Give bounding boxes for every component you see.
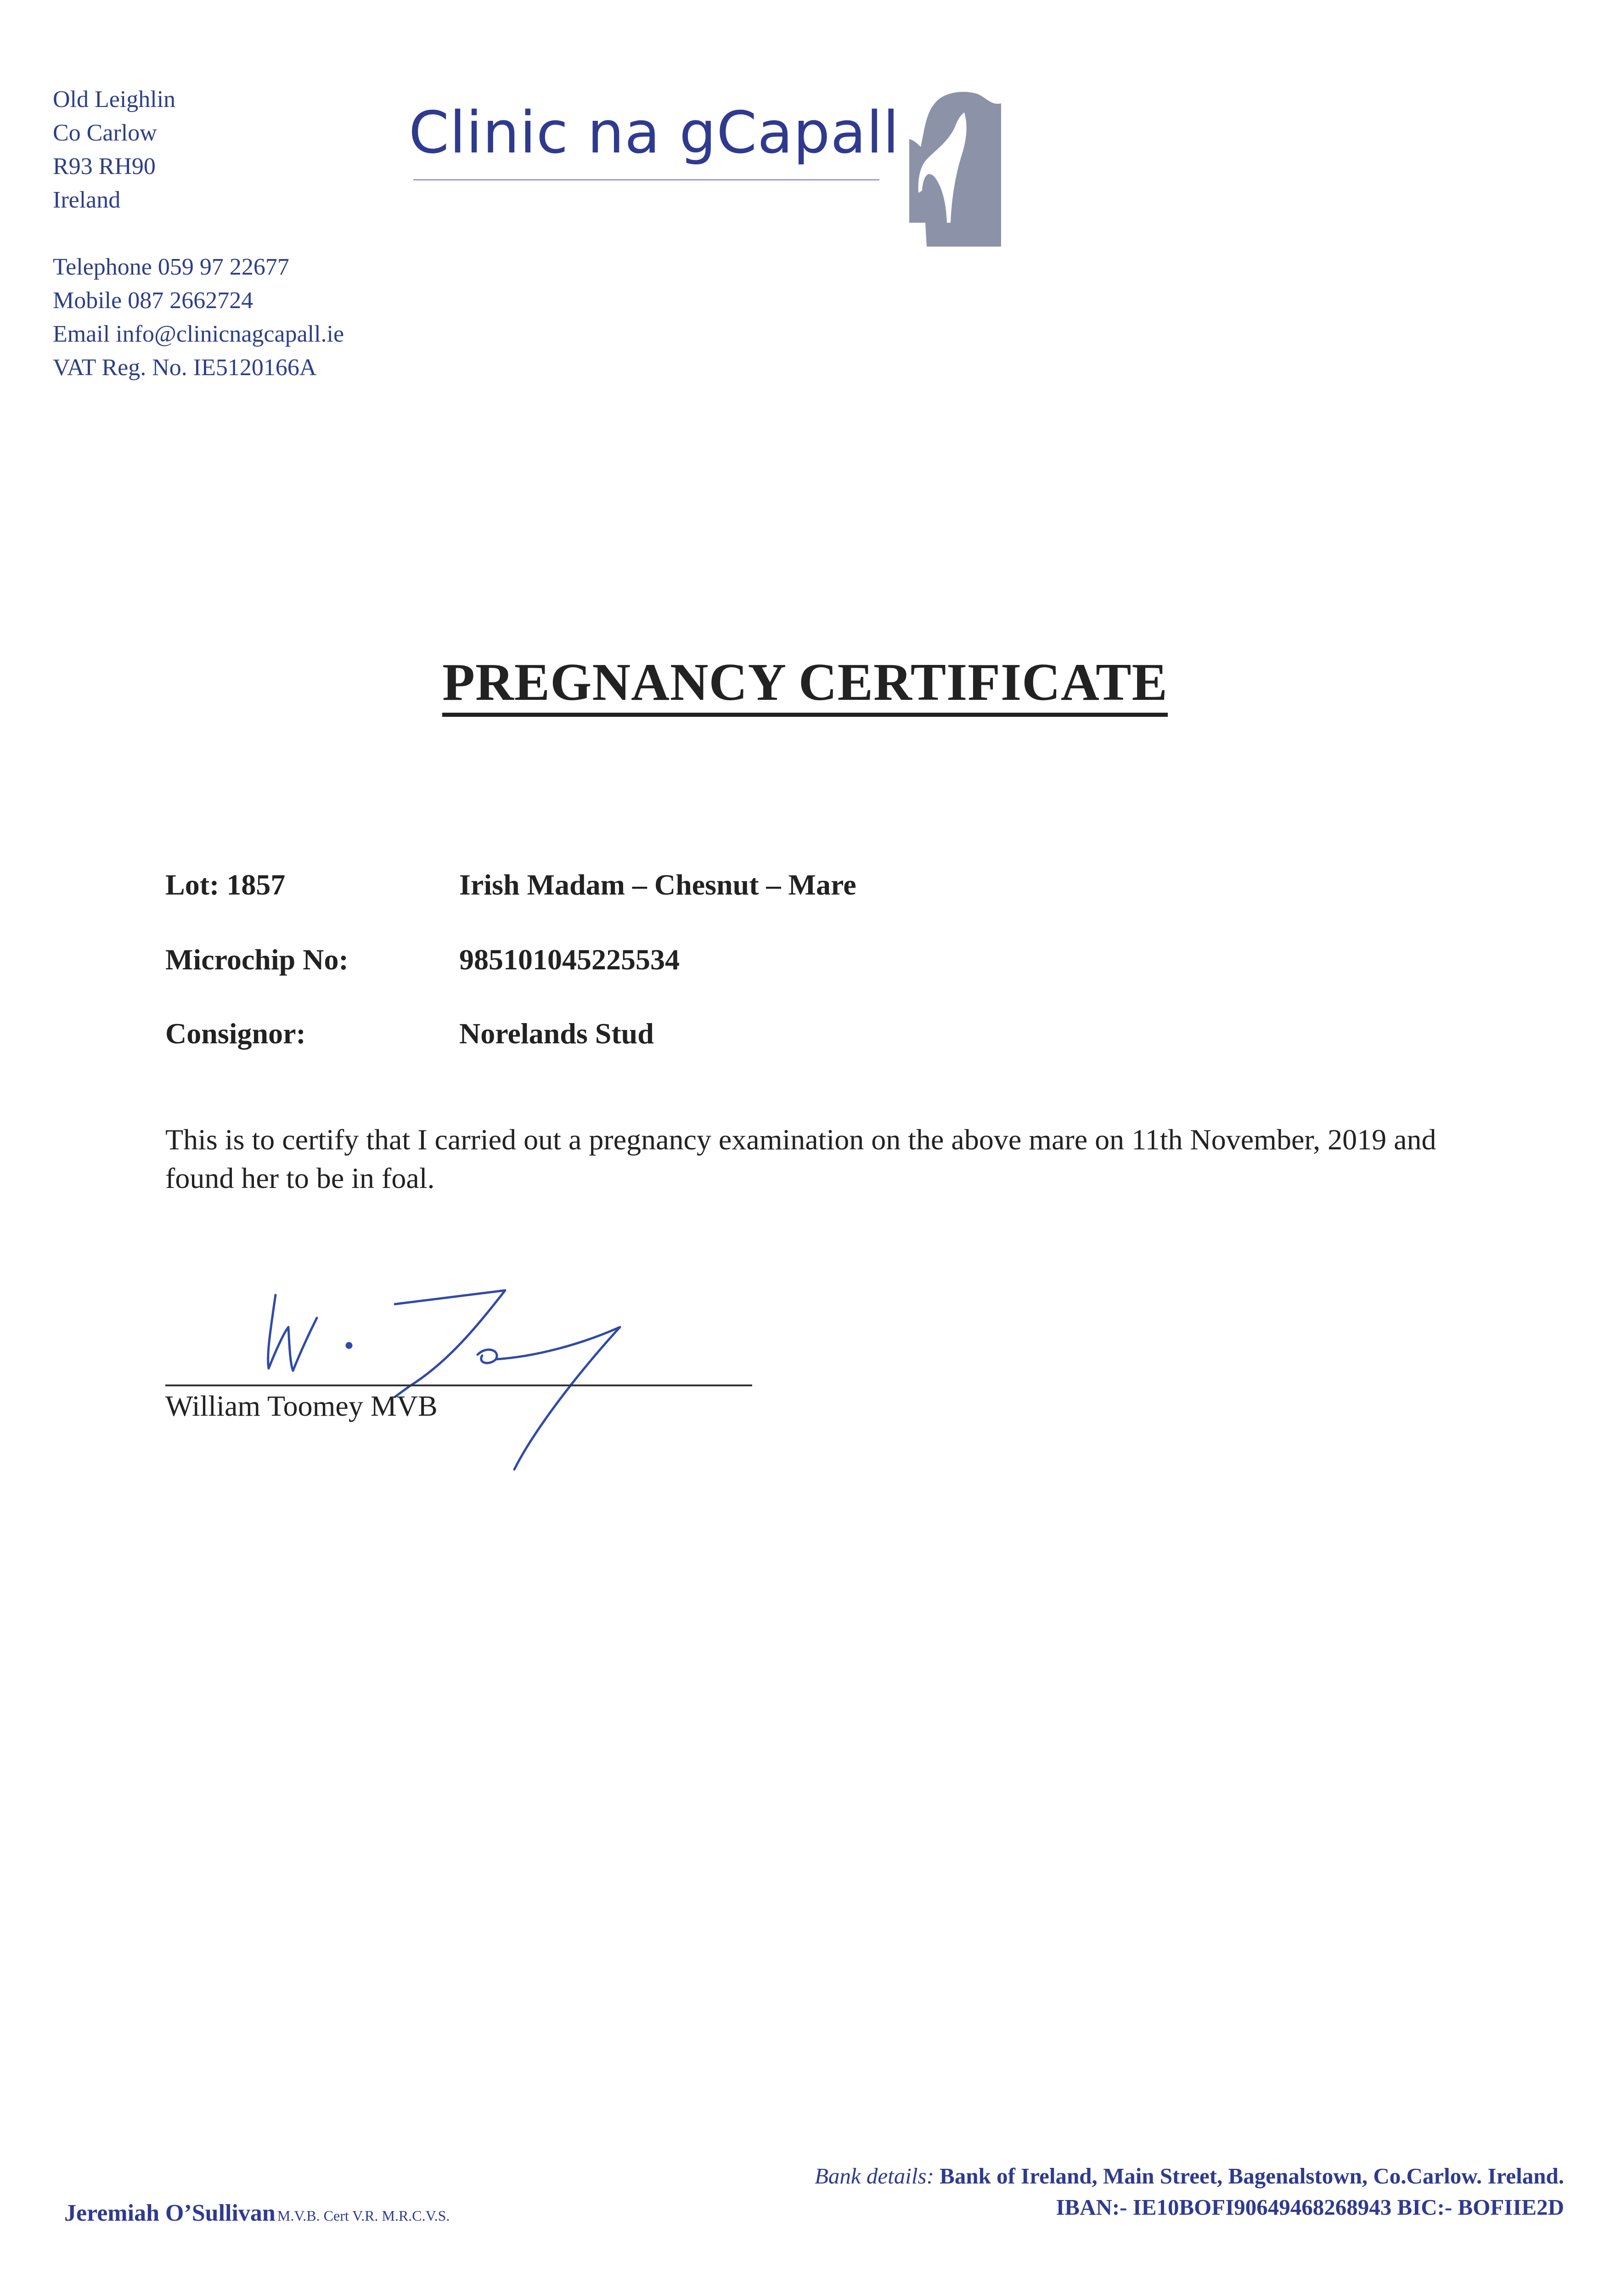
vat-line: VAT Reg. No. IE5120166A: [53, 355, 317, 381]
microchip-label: Microchip No:: [165, 943, 349, 976]
consignor-label: Consignor:: [165, 1017, 306, 1050]
address-line-1: Old Leighlin: [53, 86, 176, 113]
handwritten-signature: [257, 1277, 634, 1474]
mobile-line: Mobile 087 2662724: [53, 287, 253, 314]
bank-details-line: [815, 2161, 1564, 2192]
bank-details: [815, 2161, 1564, 2223]
email-line: Email info@clinicnagcapall.ie: [53, 321, 344, 347]
iban-bic: IBAN:- IE10BOFI90649468268943 BIC:- BOFIIE2D: [1056, 2195, 1564, 2220]
consignor-name: Norelands Stud: [459, 1017, 654, 1050]
certificate-title: PREGNANCY CERTIFICATE: [0, 652, 1610, 713]
bank-address: Bank of Ireland, Main Street, Bagenalstown, Co.Carlow. Ireland.: [940, 2163, 1564, 2189]
address-line-4: Ireland: [53, 187, 121, 213]
address-line-2: Co Carlow: [53, 120, 157, 146]
clinic-logo-wordmark: Clinic na gCapall: [409, 99, 900, 166]
certification-statement: This is to certify that I carried out a pregnancy examination on the above mare on 11th November, 2019 and found her to be in foal.: [165, 1123, 1436, 1194]
vet-qualifications: M.V.B. Cert V.R. M.R.C.V.S.: [277, 2207, 450, 2224]
vet-name: Jeremiah O’Sullivan: [64, 2200, 276, 2226]
signatory-name: William Toomey MVB: [165, 1390, 438, 1422]
logo-underline: [413, 179, 879, 180]
clinic-address: [53, 83, 344, 384]
lot-label: Lot: 1857: [165, 868, 286, 901]
address-line-3: R93 RH90: [53, 153, 156, 180]
horse-description: Irish Madam – Chesnut – Mare: [459, 868, 856, 901]
address-spacer: [53, 217, 344, 250]
footer-vet-name: [64, 2200, 450, 2227]
signature-line: [165, 1384, 752, 1386]
horse-icon: [909, 85, 1001, 247]
bank-label: Bank details:: [814, 2163, 934, 2189]
microchip-number: 985101045225534: [459, 943, 680, 976]
telephone-line: Telephone 059 97 22677: [53, 254, 289, 280]
